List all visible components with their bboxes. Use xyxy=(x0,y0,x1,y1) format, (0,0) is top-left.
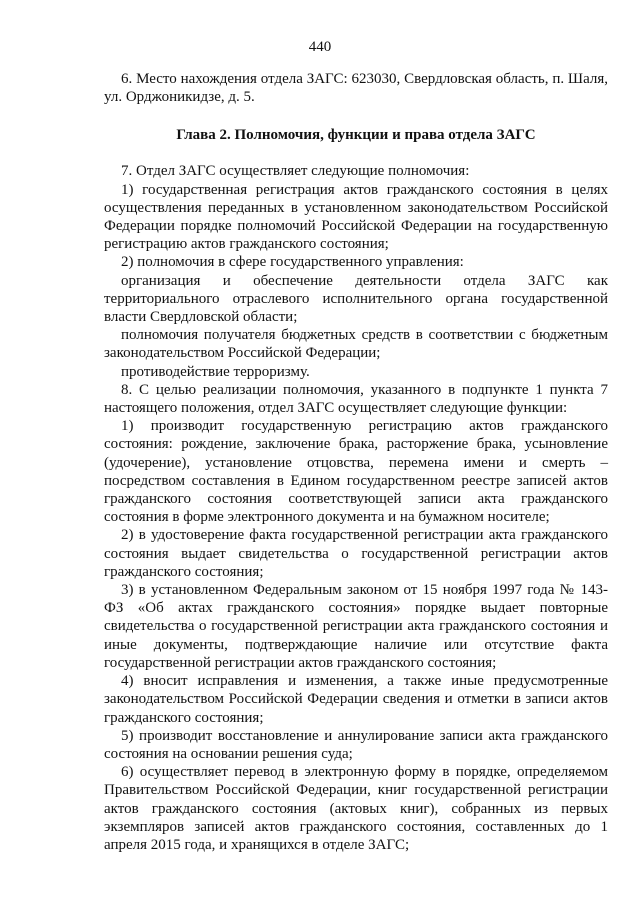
paragraph-7-1: 1) государственная регистрация актов гражданского состояния в целях осуществления переданных в установленном законодательством Российской Федерации порядке полномочий Российской Федерации на государственную регистрацию актов гражданского состояния; xyxy=(104,181,608,253)
chapter-heading: Глава 2. Полномочия, функции и права отдела ЗАГС xyxy=(176,127,536,144)
paragraph-8-2: 2) в удостоверение факта государственной регистрации акта гражданского состояния выдает свидетельства о государственной регистрации актов гражданского состояния; xyxy=(104,527,608,580)
paragraph-7: 7. Отдел ЗАГС осуществляет следующие полномочия: xyxy=(121,163,470,180)
paragraph-8-6: 6) осуществляет перевод в электронную форму в порядке, определяемом Правительством Российской Федерации, книг государственной регистрации актов гражданского состояния (актовых книг), собранных из первых экземпляров записей актов гражданского состояния, составленных до 1 апреля 2015 года, и хранящихся в отделе ЗАГС; xyxy=(104,764,608,853)
paragraph-7-2-terror: противодействие терроризму. xyxy=(121,363,310,380)
paragraph-8: 8. С целью реализации полномочия, указанного в подпункте 1 пункта 7 настоящего положения, отдел ЗАГС осуществляет следующие функции: xyxy=(104,381,608,417)
paragraph-7-2-org: организация и обеспечение деятельности отдела ЗАГС как территориального отраслевого исполнительного органа государственной власти Свердловской области; xyxy=(104,272,608,326)
page-number: 440 xyxy=(308,39,332,55)
paragraph-8-3: 3) в установленном Федеральным законом от 15 ноября 1997 года № 143-ФЗ «Об актах гражданского состояния» порядке выдает повторные свидетельства о государственной регистрации акта гражданского состояния и иные документы, подтверждающие наличие или отсутствие факта государственной регистрации актов гражданского состояния; xyxy=(104,582,608,671)
document-body xyxy=(104,70,608,854)
paragraph-8-5: 5) производит восстановление и аннулирование записи акта гражданского состояния на основании решения суда; xyxy=(104,727,608,762)
paragraph-7-2: 2) полномочия в сфере государственного управления: xyxy=(121,254,464,271)
paragraph-8-4: 4) вносит исправления и изменения, а также иные предусмотренные законодательством Российской Федерации сведения и отметки в записи актов гражданского состояния; xyxy=(104,673,608,726)
paragraph-location: 6. Место нахождения отдела ЗАГС: 623030, Свердловская область, п. Шаля, ул. Орджоникидзе, д. 5. xyxy=(104,71,608,106)
paragraph-7-2-budget: полномочия получателя бюджетных средств в соответствии с бюджетным законодательством Российской Федерации; xyxy=(104,327,608,362)
paragraph-8-1: 1) производит государственную регистрацию актов гражданского состояния: рождение, заключение брака, расторжение брака, усыновление (удочерение), установление отцовства, перемена имени и смерть – посредством составления в Едином государственном реестре записей актов гражданского состояния соответствующей записи акта гражданского состояния в форме электронного документа и на бумажном носителе; xyxy=(104,418,608,526)
